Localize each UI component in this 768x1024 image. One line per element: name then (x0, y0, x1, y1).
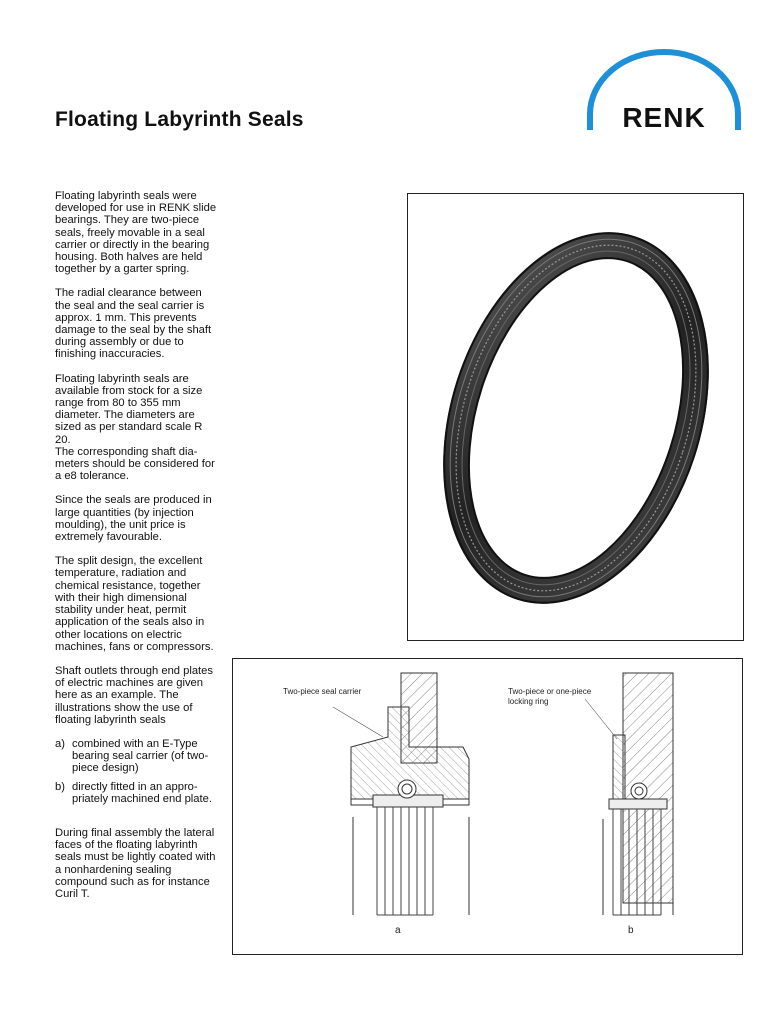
technical-drawing (232, 658, 743, 955)
paragraph: The split design, the excellent temperature, radiation and chemical resistance, together with their high dimensional stability under heat, permit application of the seals also in other locations on electric machines, fans or compressors. (55, 555, 214, 653)
list-item-label: a) (55, 737, 65, 750)
body-text-column (55, 190, 217, 912)
page-title: Floating Labyrinth Seals (55, 108, 304, 131)
closing-paragraph: During final assembly the lateral faces of the floating labyrinth seals must be lightly coated with a nonhardening sealing compound such as for instance Curil T. (55, 826, 216, 900)
paragraph: The radial clearance between the seal and the seal carrier is approx. 1 mm. This prevents damage to the seal by the shaft during assembly or due to finishing inaccuracies. (55, 287, 212, 361)
list-item-text: combined with an E-Type bearing seal carrier (of two-piece design) (72, 737, 209, 775)
caption-seal-carrier: Two-piece seal carrier (283, 687, 362, 696)
list-item (55, 738, 217, 775)
paragraph: Floating labyrinth seals were developed for use in RENK slide bearings. They are two-piece seals, freely movable in a seal carrier or directly in the bearing housing. Both halves are held together by a garter spring. (55, 190, 217, 276)
logo-text: RENK (622, 102, 706, 133)
list-item-text: directly fitted in an appro-priately machined end plate. (72, 780, 212, 805)
paragraph: Floating labyrinth seals are available from stock for a size range from 80 to 355 mm diameter. The diameters are sized as per standard scale R 20. (55, 372, 203, 446)
seal-photo (407, 193, 744, 641)
list-item-label: b) (55, 780, 65, 793)
caption-locking-ring: Two-piece or one-piece locking ring (508, 687, 592, 706)
figure-label-b: b (628, 925, 634, 936)
drawing-a (333, 673, 469, 915)
figure-label-a: a (395, 925, 401, 936)
drawing-b (585, 673, 673, 915)
paragraph: Since the seals are produced in large quantities (by injection moulding), the unit price is extremely favourable. (55, 494, 212, 544)
renk-logo (580, 44, 748, 132)
paragraph: Shaft outlets through end plates of electric machines are given here as an example. The illustrations show the use of floating labyrinth seals (55, 664, 213, 726)
paragraph: The corresponding shaft dia-meters should be considered for a e8 tolerance. (55, 445, 215, 483)
list-item (55, 781, 217, 805)
application-list (55, 738, 217, 805)
